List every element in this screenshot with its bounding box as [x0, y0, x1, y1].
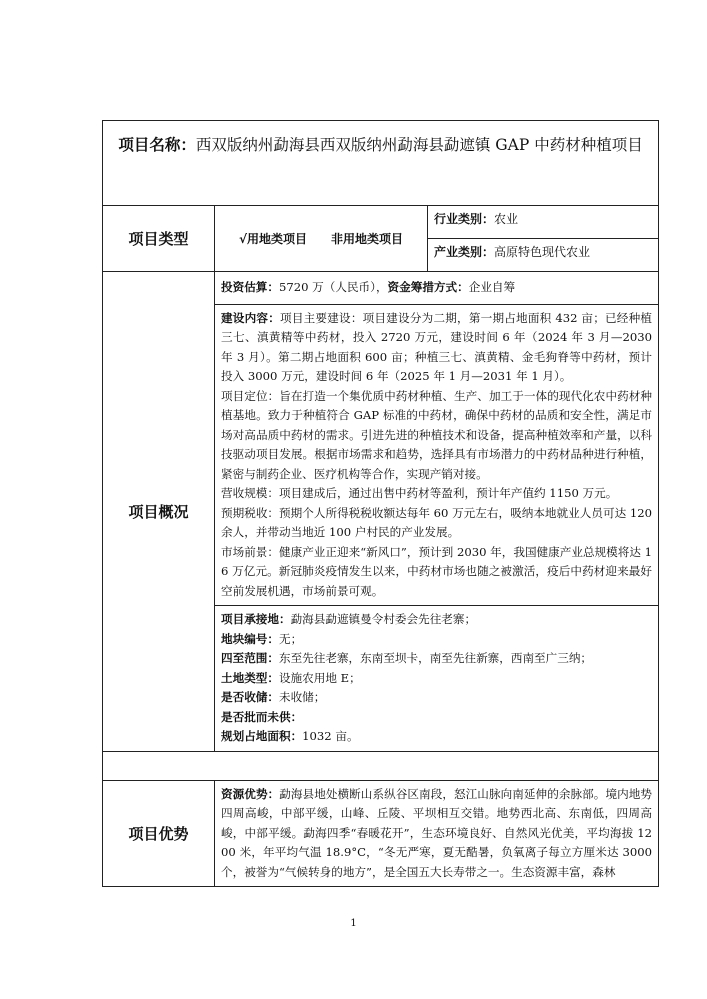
- funding-value: 企业自筹: [468, 280, 516, 294]
- investment-row: [103, 272, 659, 305]
- sector-cell: [428, 239, 659, 272]
- nonland-project-option: 非用地类项目: [331, 232, 404, 246]
- host-value: 勐海县勐遮镇曼令村委会先往老寨；: [290, 612, 477, 626]
- industry-label: 行业类别：: [434, 212, 495, 226]
- industry-value: 农业: [494, 212, 519, 226]
- investment-value: 5720 万（人民币），: [278, 280, 388, 294]
- investment-label: 投资估算：: [221, 280, 279, 294]
- landtype-value: 设施农用地 E；: [278, 670, 361, 685]
- landtype-line: [221, 669, 652, 689]
- tax-paragraph: 预期税收：预期个人所得税税收额达每年 60 万元左右，吸纳本地就业人员可达 120 余人，并带动当地近 100 户村民的产业发展。: [221, 505, 653, 539]
- page-number: 1: [350, 918, 357, 929]
- project-name-label: 项目名称：: [118, 136, 196, 154]
- revenue-paragraph: 营收规模：项目建成后，通过出售中药材等盈利，预计年产值约 1150 万元。: [221, 486, 618, 500]
- sector-value: 高原特色现代农业: [494, 245, 591, 259]
- landtype-label: 土地类型：: [221, 670, 279, 685]
- spacer-cell: [103, 751, 659, 780]
- construction-label: 建设内容：: [221, 310, 281, 325]
- market-paragraph: 市场前景：健康产业正迎来“新风口”，预计到 2030 年，我国健康产业总规模将达 16 万亿元。新冠肺炎疫情发生以来，中药材市场也随之被激活，疫后中药材迎来最好空前发展机遇，市场前景可观。: [221, 544, 653, 598]
- parcel-value: 无；: [278, 631, 303, 646]
- advantages-row: [103, 780, 659, 887]
- resource-text: 勐海县地处横断山系纵谷区南段，怒江山脉向南延伸的余脉部。境内地势四周高峻，中部平缓，山峰、丘陵、平坝相互交错。地势西北高、东南低，四周高峻，中部平缓。勐海四季“春暖花开”，生态环境良好、自然风光优美，平均海拔 1200 米，年平均气温 18.9°C，“冬无严寒，夏无酷暑，负氧离子每立方厘米达 3000 个，被誉为“气候转身的地方”，是全国五大长寿带之一。生态资源丰富，森林: [221, 786, 653, 879]
- advantages-label: 项目优势: [103, 780, 215, 887]
- funding-label: 资金筹措方式：: [387, 280, 469, 294]
- parcel-label: 地块编号：: [221, 631, 279, 646]
- overview-label: 项目概况: [103, 272, 215, 752]
- host-line: [221, 610, 652, 630]
- area-label: 规划占地面积：: [221, 729, 303, 743]
- parcel-line: [221, 630, 652, 650]
- construction-text: 项目主要建设：项目建设分为二期，第一期占地面积 432 亩；已经种植三七、滇黄精等中药材，投入 2720 万元，建设时间 6 年（2024 年 3 月—2030 年 3 月）。第二期占地面积 600 亩；种植三七、滇黄精、金毛狗脊等中药材，预计投入 3000 万元，建设时间 6 年（2025 年 1 月—2031 年 1 月）。: [221, 310, 653, 383]
- positioning-paragraph: 项目定位：旨在打造一个集优质中药材种植、生产、加工于一体的现代化农中药材种植基地。致力于种植符合 GAP 标准的中药材，确保中药材的品质和安全性，满足市场对高品质中药材的需求。引进先进的种植技术和设备，提高种植效率和产量，以科技驱动项目发展。根据市场需求和趋势，选择具有市场潜力的中药材品种进行种植，紧密与制药企业、医疗机构等合作，实现产销对接。: [221, 388, 653, 481]
- title-row: [103, 121, 659, 206]
- project-type-options: [215, 206, 428, 272]
- approved-line: [221, 708, 652, 728]
- project-table: [102, 120, 659, 887]
- area-line: [221, 727, 652, 747]
- project-type-label: 项目类型: [103, 206, 215, 272]
- project-name-value: 西双版纳州勐海县西双版纳州勐海县勐遮镇 GAP 中药材种植项目: [195, 136, 643, 154]
- acquired-label: 是否收储：: [221, 690, 279, 704]
- industry-cell: [428, 206, 659, 239]
- investment-cell: [215, 272, 659, 305]
- bounds-label: 四至范围：: [221, 651, 279, 665]
- approved-label: 是否批而未供：: [221, 709, 303, 724]
- acquired-line: [221, 688, 652, 708]
- type-row: [103, 206, 659, 239]
- spacer-row: [103, 751, 659, 780]
- area-value: 1032 亩。: [302, 729, 359, 743]
- acquired-value: 未收储；: [278, 690, 326, 704]
- land-project-option: √用地类项目: [238, 232, 307, 246]
- resource-label: 资源优势：: [221, 786, 280, 801]
- construction-paragraph: [221, 309, 652, 387]
- bounds-line: [221, 649, 652, 669]
- site-cell: [215, 606, 659, 752]
- sector-label: 产业类别：: [434, 245, 495, 259]
- project-title-cell: [103, 121, 659, 206]
- host-label: 项目承接地：: [221, 612, 291, 626]
- bounds-value: 东至先往老寨，东南至坝卡，南至先往新寨，西南至广三纳；: [278, 651, 593, 665]
- construction-cell: [215, 304, 659, 606]
- resource-cell: [215, 780, 659, 887]
